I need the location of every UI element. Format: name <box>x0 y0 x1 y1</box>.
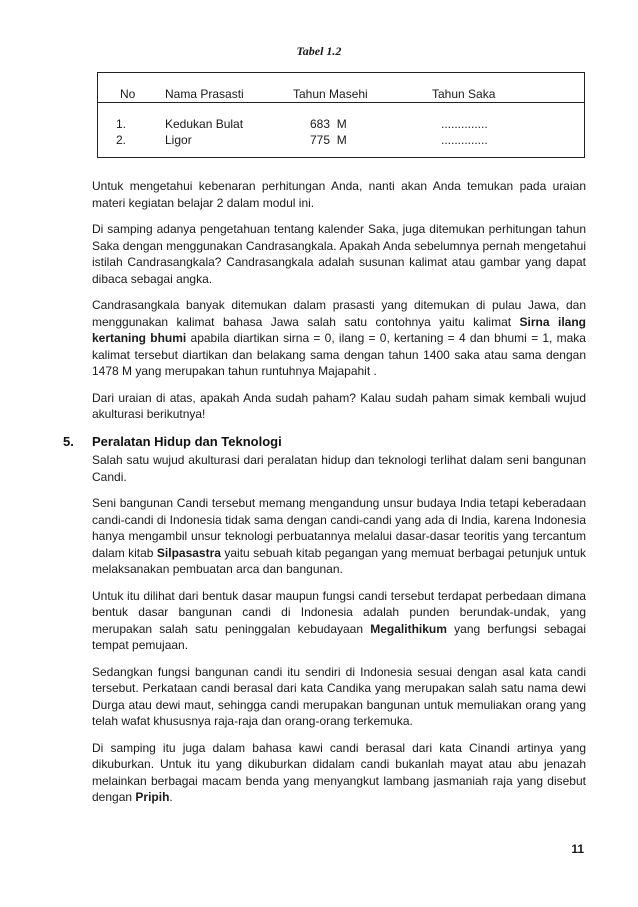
header-no: No <box>120 87 136 101</box>
bold-term: Sirna ilang kertaning bhumi <box>92 314 587 345</box>
text-run: yaitu sebuah kitab pegangan yang memuat berbagai petunjuk untuk melaksanakan pembuatan arca dan bangunan. <box>92 545 587 576</box>
table-header-divider <box>98 102 584 103</box>
header-tahun-saka: Tahun Saka <box>432 87 496 101</box>
page-number: 11 <box>571 842 584 856</box>
bold-term: Pripih <box>135 790 170 804</box>
row-1-saka: .............. <box>441 117 488 131</box>
text-run: Di samping adanya pengetahuan tentang kalender Saka, juga ditemukan perhitungan tahun Saka dengan menggunakan Candrasangkala. Apakah Anda sebelumnya pernah mengetahui istilah Candrasangkala? Candrasangkala adalah susunan kalimat atau gambar yang dapat dibaca sebagai angka. <box>92 222 586 286</box>
bold-term: Silpasastra <box>156 545 221 560</box>
paragraph <box>92 452 586 485</box>
row-1-no: 1. <box>116 117 127 131</box>
text-run: Untuk itu dilihat dari bentuk dasar maupun fungsi candi tersebut terdapat perbedaan dimana bentuk dasar bangunan candi di Indonesia adalah punden berundak-undak, yang merupakan salah satu peninggalan kebudayaan <box>92 588 586 636</box>
body-text-top <box>92 178 586 433</box>
section-title: Peralatan Hidup dan Teknologi <box>92 434 282 449</box>
text-run: Sedangkan fungsi bangunan candi itu sendiri di Indonesia sesuai dengan asal kata candi tersebut. Perkataan candi berasal dari kata Candika yang merupakan salah satu nama dewi Durga atau dewi maut, sehingga candi merupakan bangunan untuk memuliakan orang yang telah wafat khususnya raja-raja dan orang-orang terkemuka. <box>92 664 586 728</box>
paragraph <box>92 297 586 380</box>
text-run: Untuk mengetahui kebenaran perhitungan Anda, nanti akan Anda temukan pada uraian materi kegiatan belajar 2 dalam modul ini. <box>92 179 586 210</box>
paragraph <box>92 588 586 654</box>
text-run: . <box>169 790 173 804</box>
row-1-masehi: 683 M <box>310 117 347 131</box>
text-run: Salah satu wujud akulturasi dari peralatan hidup dan teknologi terlihat dalam seni bangunan Candi. <box>92 453 586 484</box>
section-number: 5. <box>63 434 74 449</box>
header-tahun-masehi: Tahun Masehi <box>293 87 368 101</box>
paragraph <box>92 178 586 211</box>
section-heading <box>63 434 282 449</box>
bold-term: Megalithikum <box>370 621 447 636</box>
row-2-saka: .............. <box>441 133 488 147</box>
row-2-nama: Ligor <box>165 133 192 147</box>
paragraph <box>92 495 586 578</box>
paragraph <box>92 664 586 730</box>
row-2-masehi: 775 M <box>310 133 347 147</box>
text-run: yang berfungsi sebagai tempat pemujaan. <box>92 621 586 652</box>
body-text-bottom <box>92 452 586 816</box>
text-run: Di samping itu juga dalam bahasa kawi candi berasal dari kata Cinandi artinya yang dikuburkan. Untuk itu yang dikuburkan didalam candi bukanlah mayat atau abu jenazah melainkan berbagai macam benda yang menyangkut lambang jasmaniah raja yang disebut dengan <box>92 740 586 804</box>
paragraph <box>92 390 586 423</box>
prasasti-table <box>97 72 585 158</box>
row-2-no: 2. <box>116 133 127 147</box>
text-run: Seni bangunan Candi tersebut memang mengandung unsur budaya India tetapi keberadaan candi-candi di Indonesia tidak sama dengan candi-candi yang ada di India, karena Indonesia hanya mengambil unsur teknologi perbuatannya melalui dasar-dasar teoritis yang tercantum dalam kitab <box>92 496 586 560</box>
header-nama-prasasti: Nama Prasasti <box>165 87 244 101</box>
paragraph <box>92 740 586 806</box>
paragraph <box>92 221 586 287</box>
text-run: Dari uraian di atas, apakah Anda sudah paham? Kalau sudah paham simak kembali wujud akulturasi berikutnya! <box>92 390 586 421</box>
text-run: apabila diartikan sirna = 0, ilang = 0, kertaning = 4 dan bhumi = 1, maka kalimat tersebut diartikan dan belakang sama dengan tahun 1400 saka atau sama dengan 1478 M yang merupakan tahun runtuhnya Majapahit . <box>92 331 586 378</box>
row-1-nama: Kedukan Bulat <box>165 117 244 131</box>
text-run: Candrasangkala banyak ditemukan dalam prasasti yang ditemukan di pulau Jawa, dan menggunakan kalimat bahasa Jawa salah satu contohnya yaitu kalimat <box>92 298 586 329</box>
table-caption: Tabel 1.2 <box>296 44 342 58</box>
